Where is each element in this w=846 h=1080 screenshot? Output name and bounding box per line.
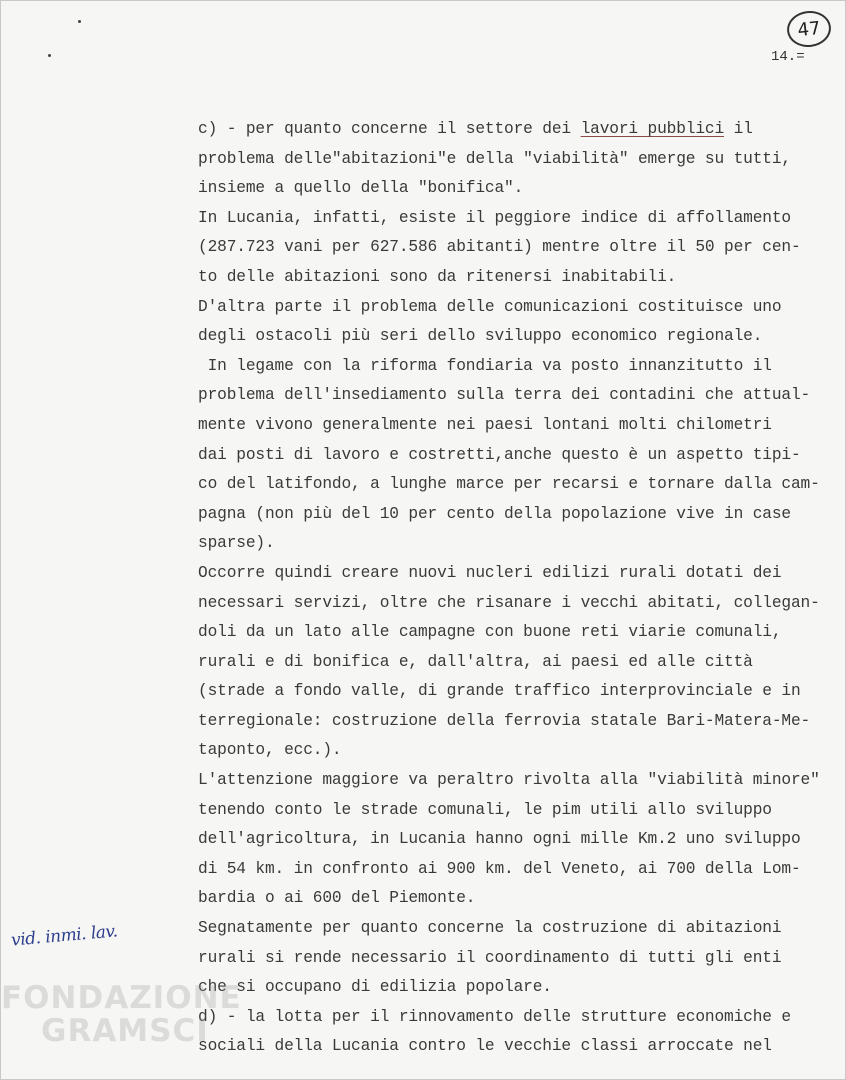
text-line (198, 766, 846, 796)
text-line-content: dai posti di lavoro e costretti,anche questo è un aspetto tipi- (198, 445, 801, 464)
handwritten-margin-note: vid. inmi. lav. (10, 921, 119, 951)
text-line (198, 500, 846, 530)
circled-page-number (785, 9, 833, 49)
text-line-content: tenendo conto le strade comunali, le pim utili allo sviluppo (198, 800, 772, 819)
text-line (198, 263, 846, 293)
archive-watermark (1, 980, 242, 1049)
text-line-content: rurali si rende necessario il coordinamento di tutti gli enti (198, 948, 782, 967)
text-line-content: sociali della Lucania contro le vecchie classi arroccate nel (198, 1037, 772, 1056)
text-line (198, 589, 846, 619)
paper-speck (48, 54, 51, 57)
watermark-line-1: FONDAZIONE (1, 980, 242, 1016)
text-line-content: In Lucania, infatti, esiste il peggiore indice di affollamento (198, 208, 791, 227)
text-line-content: (strade a fondo valle, di grande traffico interprovinciale e in (198, 682, 801, 701)
text-line-content: problema delle"abitazioni"e della "viabilità" emerge su tutti, (198, 149, 791, 168)
text-line (198, 618, 846, 648)
text-line (198, 944, 846, 974)
text-line (198, 1003, 846, 1033)
text-line-content: Segnatamente per quanto concerne la costruzione di abitazioni (198, 919, 782, 938)
text-line (198, 855, 846, 885)
watermark-line-2: GRAMSCI (41, 1013, 209, 1049)
text-line (198, 381, 846, 411)
text-line (198, 293, 846, 323)
text-line-content: L'attenzione maggiore va peraltro rivolta alla "viabilità minore" (198, 771, 820, 790)
text-line-content: doli da un lato alle campagne con buone reti viarie comunali, (198, 623, 782, 642)
text-line (198, 884, 846, 914)
text-line-content: terregionale: costruzione della ferrovia statale Bari-Matera-Me- (198, 711, 811, 730)
typewritten-text (198, 115, 846, 1062)
paper-speck (78, 20, 81, 23)
text-line (198, 441, 846, 471)
text-line (198, 204, 846, 234)
text-line-content: c) - per quanto concerne il settore dei (198, 120, 581, 138)
text-line (198, 115, 846, 145)
sheet-number: 14.= (771, 49, 805, 65)
text-line-content: taponto, ecc.). (198, 741, 342, 760)
text-line-content: In legame con la riforma fondiaria va posto innanzitutto il (198, 356, 772, 375)
text-line (198, 145, 846, 175)
text-line-content: problema dell'insediamento sulla terra dei contadini che attual- (198, 386, 811, 405)
text-line (198, 352, 846, 382)
text-line-content: mente vivono generalmente nei paesi lontani molti chilometri (198, 415, 772, 434)
text-line-content: insieme a quello della "bonifica". (198, 179, 524, 198)
underlined-phrase: lavori pubblici (580, 120, 725, 138)
text-line-content: sparse). (198, 534, 275, 553)
text-line-content: bardia o ai 600 del Piemonte. (198, 889, 476, 908)
text-line-content: dell'agricoltura, in Lucania hanno ogni mille Km.2 uno sviluppo (198, 830, 801, 849)
text-line (198, 648, 846, 678)
text-line-content: necessari servizi, oltre che risanare i vecchi abitati, collegan- (198, 593, 820, 612)
text-line (198, 470, 846, 500)
text-line-tail: il (724, 120, 753, 138)
text-line (198, 529, 846, 559)
text-line-content: pagna (non più del 10 per cento della popolazione vive in case (198, 504, 791, 523)
text-line (198, 233, 846, 263)
text-line (198, 973, 846, 1003)
circled-page-number-text: 47 (796, 17, 822, 41)
text-line-content: d) - la lotta per il rinnovamento delle strutture economiche e (198, 1007, 791, 1026)
text-line (198, 825, 846, 855)
text-line-content: to delle abitazioni sono da ritenersi inabitabili. (198, 267, 677, 286)
text-line-content: rurali e di bonifica e, dall'altra, ai paesi ed alle città (198, 652, 753, 671)
text-line-content: che si occupano di edilizia popolare. (198, 978, 552, 997)
text-line-content: degli ostacoli più seri dello sviluppo economico regionale. (198, 327, 763, 346)
text-line (198, 914, 846, 944)
text-line (198, 411, 846, 441)
text-line-content: di 54 km. in confronto ai 900 km. del Veneto, ai 700 della Lom- (198, 859, 801, 878)
text-line (198, 736, 846, 766)
text-line (198, 174, 846, 204)
text-line-content: co del latifondo, a lunghe marce per recarsi e tornare dalla cam- (198, 475, 820, 494)
text-line-content: D'altra parte il problema delle comunicazioni costituisce uno (198, 297, 782, 316)
text-line (198, 559, 846, 589)
text-line (198, 707, 846, 737)
text-line (198, 677, 846, 707)
text-line (198, 322, 846, 352)
text-line-content: (287.723 vani per 627.586 abitanti) mentre oltre il 50 per cen- (198, 238, 801, 257)
text-line (198, 796, 846, 826)
text-line (198, 1032, 846, 1062)
text-line-content: Occorre quindi creare nuovi nucleri edilizi rurali dotati dei (198, 563, 782, 582)
